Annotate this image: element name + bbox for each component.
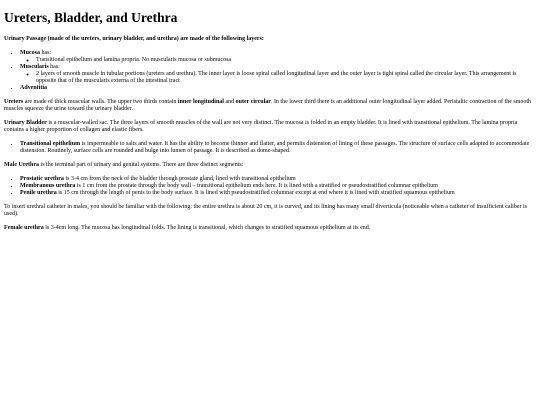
segment-text: is 3-4 cm from the neck of the bladder through prostate gland, lined with transitional epithelium bbox=[63, 176, 296, 182]
ureters-text-1: are made of thick muscular walls. The upper two thirds contain bbox=[23, 99, 178, 105]
female-urethra-term: Female urethra bbox=[4, 225, 44, 231]
segment-term: Membranous urethra bbox=[20, 183, 76, 189]
list-item bbox=[20, 183, 536, 190]
list-item bbox=[20, 141, 536, 155]
female-urethra-paragraph bbox=[4, 225, 536, 232]
item-text: is impermeable to salts and water. It has the ability to become thinner and flatter, and permits distension of lining of these passages. The structure of surface cells adapted to accommodate distension. Routinely, surface cells are rounded and bulge into lumen of passage. It is described as dome-shaped. bbox=[20, 141, 530, 154]
male-urethra-text: is the terminal part of urinary and genital systems. There are three distinct segments: bbox=[39, 162, 244, 168]
segment-text: is 1 cm from the prostate through the body wall – transitional epithelium ends here. It is lined with a stratified or pseudostratified columnar epithelium bbox=[75, 183, 438, 189]
bladder-text: is a muscular-walled sac. The three layers of smooth muscles of the wall are not very distinct. The mucosa is folded in an empty bladder. It is lined with transitional epithelium. The lamina propria contains a higher proportion of collagen and elastic fibers. bbox=[4, 120, 518, 133]
list-item bbox=[20, 190, 536, 197]
ureters-text-3: . In the lower third there is an additional outer longitudinal layer added. Peristaltic contraction of the smooth muscles squeeze the urine toward the urinary bladder. bbox=[4, 99, 532, 112]
male-urethra-paragraph bbox=[4, 162, 536, 169]
layer-sub-item: ◦ Transitional epithelium and lamina propria. No muscularis mucosa or submucosa bbox=[36, 57, 536, 64]
segment-text: is 15 cm through the length of penis to the body surface. It is lined with pseudostratified columnar except at end where it is lined with stratified squamous epithelium bbox=[56, 190, 455, 196]
segment-term: Prostatic urethra bbox=[20, 176, 64, 182]
ureters-bold-2: outer circular bbox=[235, 99, 271, 105]
layer-item-mucosa bbox=[20, 50, 536, 64]
urethra-segments-list bbox=[4, 176, 536, 197]
intro-paragraph bbox=[4, 36, 536, 43]
layer-sub-item: ◦ 2 layers of smooth muscle in tubular portions (ureters and urethra). The inner layer is loose spiral called longitudinal layer and the outer layer is tight spiral called the circular layer. This arrangement is opposite that of the muscularis externa of the intestinal tract bbox=[36, 71, 536, 85]
bladder-term: Urinary Bladder bbox=[4, 120, 47, 126]
catheter-paragraph: To insert urethral catheter in males, you should be familiar with the following: the entire urethra is about 20 cm, it is curved, and its lining has many small diverticula (noticeable when a catheter of insufficient caliber is used). bbox=[4, 204, 527, 217]
layers-list bbox=[4, 50, 536, 92]
layer-sublist bbox=[20, 71, 536, 85]
ureters-bold-1: inner longitudinal bbox=[177, 99, 224, 105]
ureters-paragraph bbox=[4, 99, 536, 113]
layer-item-muscularis bbox=[20, 64, 536, 85]
male-urethra-term: Male Urethra bbox=[4, 162, 40, 168]
intro-text: Urinary Passage (made of the ureters, urinary bladder, and urethra) are made of the following layers: bbox=[4, 36, 264, 42]
bladder-paragraph bbox=[4, 120, 536, 134]
layer-suffix: has: bbox=[40, 50, 52, 56]
list-item bbox=[20, 176, 536, 183]
page-title: Ureters, Bladder, and Urethra bbox=[4, 10, 178, 25]
layer-term: Muscularis bbox=[20, 64, 49, 70]
item-term: Transitional epithelium bbox=[20, 141, 81, 147]
ureters-text-2: and bbox=[223, 99, 236, 105]
layer-suffix: has: bbox=[48, 64, 60, 70]
layer-item-adventitia bbox=[20, 85, 536, 92]
segment-term: Penile urethra bbox=[20, 190, 57, 196]
female-urethra-text: is 3-4cm long. The mucosa has longitudinal folds. The lining is transitional, which changes to stratified squamous epithelium at its end. bbox=[43, 225, 371, 231]
layer-term: Adventitia bbox=[20, 85, 47, 91]
ureters-term: Ureters bbox=[4, 99, 24, 105]
layer-sublist bbox=[20, 57, 536, 64]
layer-term: Mucosa bbox=[20, 50, 40, 56]
bladder-list bbox=[4, 141, 536, 155]
